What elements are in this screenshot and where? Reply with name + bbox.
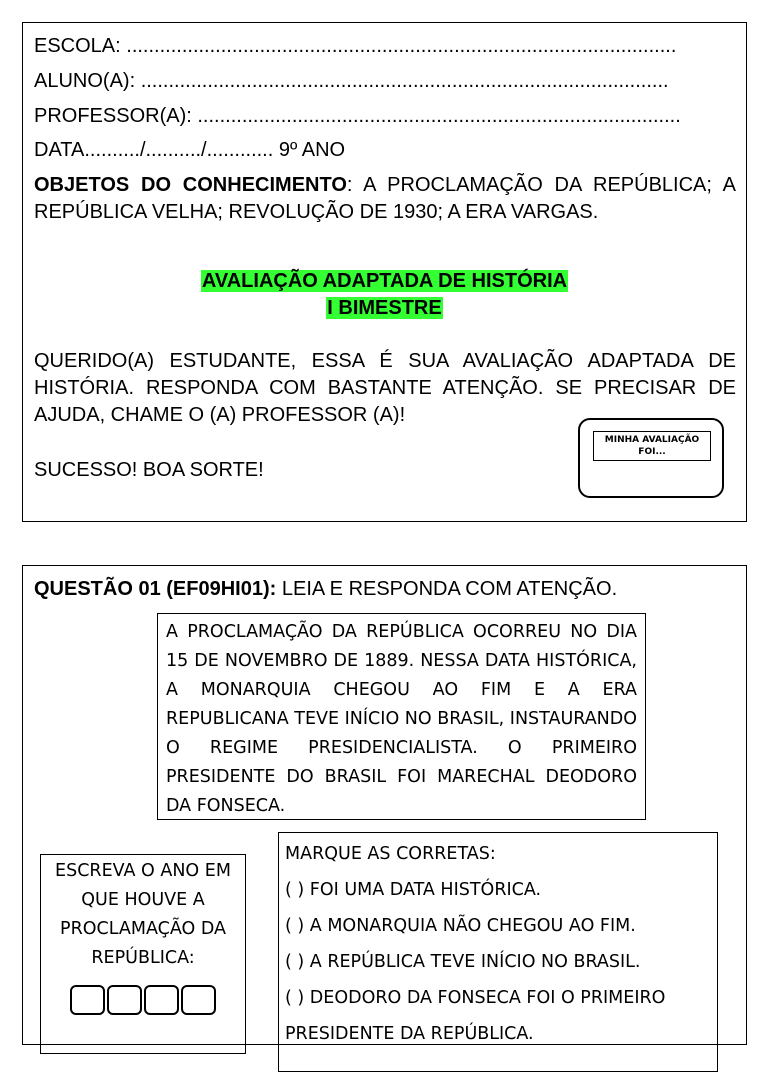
option-4[interactable]: ( ) DEODORO DA FONSECA FOI O PRIMEIRO <box>285 988 666 1008</box>
options-box <box>278 832 718 1072</box>
teacher-field[interactable]: ....................................................................................... <box>197 105 681 127</box>
school-line <box>34 32 676 60</box>
student-line <box>34 67 669 95</box>
exam-title-line1: AVALIAÇÃO ADAPTADA DE HISTÓRIA <box>201 270 568 292</box>
evaluation-feedback-label: MINHA AVALIAÇÃO FOI... <box>593 431 711 461</box>
year-prompt: ESCREVA O ANO EM QUE HOUVE A PROCLAMAÇÃO DA REPÚBLICA: <box>55 861 231 968</box>
teacher-label: PROFESSOR(A): <box>34 105 192 127</box>
knowledge-objects-label: OBJETOS DO CONHECIMENTO <box>34 174 347 196</box>
knowledge-objects-text: : A PROCLAMAÇÃO DA REPÚBLICA; A REPÚBLICA VELHA; REVOLUÇÃO DE 1930; A ERA VARGAS. <box>34 174 736 223</box>
question-1-box <box>22 565 747 1045</box>
reading-passage: A PROCLAMAÇÃO DA REPÚBLICA OCORREU NO DIA 15 DE NOVEMBRO DE 1889. NESSA DATA HISTÓRICA, A MONARQUIA CHEGOU AO FIM E A ERA REPUBLICANA TEVE INÍCIO NO BRASIL, INSTAURANDO O REGIME PRESIDENCIALISTA. O PRIMEIRO PRESIDENTE DO BRASIL FOI MARECHAL DEODORO DA FONSECA. <box>157 613 646 820</box>
student-label: ALUNO(A): <box>34 70 136 92</box>
option-1[interactable]: ( ) FOI UMA DATA HISTÓRICA. <box>285 880 542 900</box>
year-digit-4[interactable] <box>181 985 216 1015</box>
year-digit-2[interactable] <box>107 985 142 1015</box>
grade-label: 9º ANO <box>278 139 346 161</box>
option-3[interactable]: ( ) A REPÚBLICA TEVE INÍCIO NO BRASIL. <box>285 952 641 972</box>
evaluation-feedback-box[interactable] <box>578 418 724 498</box>
question-1-heading <box>34 575 617 603</box>
option-4-continuation: PRESIDENTE DA REPÚBLICA. <box>285 1024 534 1044</box>
teacher-line <box>34 102 681 130</box>
student-field[interactable]: ............................................................................................... <box>140 70 669 92</box>
school-label: ESCOLA: <box>34 35 121 57</box>
date-line <box>34 136 345 164</box>
year-digit-3[interactable] <box>144 985 179 1015</box>
header-box <box>22 22 747 522</box>
school-field[interactable]: ................................................................................................... <box>126 35 677 57</box>
exam-subtitle <box>23 295 746 322</box>
year-digit-1[interactable] <box>70 985 105 1015</box>
year-answer-box <box>40 854 246 1054</box>
closing-text: SUCESSO! BOA SORTE! <box>34 459 264 481</box>
question-1-label: QUESTÃO 01 (EF09HI01): <box>34 578 277 600</box>
exam-title <box>23 268 746 295</box>
option-2[interactable]: ( ) A MONARQUIA NÃO CHEGOU AO FIM. <box>285 916 636 936</box>
knowledge-objects <box>34 172 736 226</box>
year-digit-boxes <box>70 985 216 1015</box>
intro-text: QUERIDO(A) ESTUDANTE, ESSA É SUA AVALIAÇÃO ADAPTADA DE HISTÓRIA. RESPONDA COM BASTANTE ATENÇÃO. SE PRECISAR DE AJUDA, CHAME O (A) PROFESSOR (A)! <box>34 350 736 426</box>
options-title: MARQUE AS CORRETAS: <box>285 844 496 864</box>
exam-title-line2: I BIMESTRE <box>327 297 442 319</box>
question-1-instruction: LEIA E RESPONDA COM ATENÇÃO. <box>276 578 618 600</box>
date-field[interactable]: DATA........../........../............ <box>34 139 274 161</box>
